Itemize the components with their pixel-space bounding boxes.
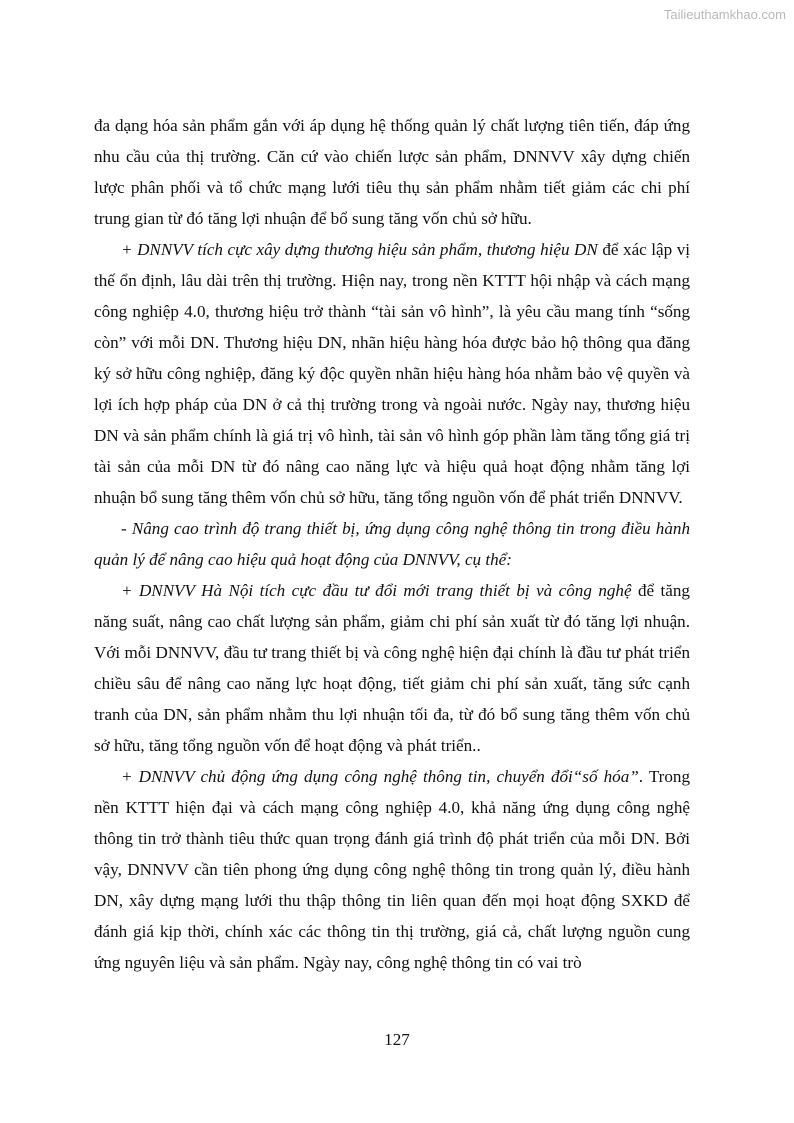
- paragraph-1: đa dạng hóa sản phẩm gắn với áp dụng hệ thống quản lý chất lượng tiên tiến, đáp ứng nhu cầu của thị trường. Căn cứ vào chiến lược sản phẩm, DNNVV xây dựng chiến lược phân phối và tổ chức mạng lưới tiêu thụ sản phẩm nhằm tiết giảm các chi phí trung gian từ đó tăng lợi nhuận để bổ sung tăng vốn chủ sở hữu.: [94, 116, 690, 228]
- paragraph-technology-heading: - Nâng cao trình độ trang thiết bị, ứng dụng công nghệ thông tin trong điều hành quản lý để nâng cao hiệu quả hoạt động của DNNVV, cụ thể:: [94, 519, 690, 569]
- paragraph-equipment: + DNNVV Hà Nội tích cực đầu tư đổi mới trang thiết bị và công nghệ để tăng năng suất, nâng cao chất lượng sản phẩm, giảm chi phí sản xuất từ đó tăng lợi nhuận. Với mỗi DNNVV, đầu tư trang thiết bị và công nghệ hiện đại chính là đầu tư phát triển chiều sâu để nâng cao năng lực hoạt động, tiết giảm chi phí sản xuất, tăng sức cạnh tranh của DN, sản phẩm nhằm thu lợi nhuận tối đa, từ đó bổ sung tăng thêm vốn chủ sở hữu, tăng tổng nguồn vốn để hoạt động và phát triển..: [94, 581, 690, 755]
- page-number: 127: [384, 1030, 410, 1049]
- paragraph-digital-heading: + DNNVV chủ động ứng dụng công nghệ thông tin, chuyển đổi“số hóa”: [121, 767, 639, 786]
- paragraph-brand: + DNNVV tích cực xây dựng thương hiệu sản phẩm, thương hiệu DN để xác lập vị thế ổn định, lâu dài trên thị trường. Hiện nay, trong nền KTTT hội nhập và cách mạng công nghiệp 4.0, thương hiệu trở thành “tài sản vô hình”, là yêu cầu mang tính “sống còn” với mỗi DN. Thương hiệu DN, nhãn hiệu hàng hóa được bảo hộ thông qua đăng ký sở hữu công nghiệp, đăng ký độc quyền nhãn hiệu hàng hóa nhằm bảo vệ quyền và lợi ích hợp pháp của DN ở cả thị trường trong và ngoài nước. Ngày nay, thương hiệu DN và sản phẩm chính là giá trị vô hình, tài sản vô hình góp phần làm tăng tổng giá trị tài sản của mỗi DN từ đó nâng cao năng lực và hiệu quả hoạt động nhằm tăng lợi nhuận bổ sung tăng thêm vốn chủ sở hữu, tăng tổng nguồn vốn để phát triển DNNVV.: [94, 240, 690, 507]
- paragraph-digital: + DNNVV chủ động ứng dụng công nghệ thông tin, chuyển đổi“số hóa”. Trong nền KTTT hiện đại và cách mạng công nghiệp 4.0, khả năng ứng dụng công nghệ thông tin trở thành tiêu thức quan trọng đánh giá trình độ phát triển của mỗi DN. Bởi vậy, DNNVV cần tiên phong ứng dụng công nghệ thông tin trong quản lý, điều hành DN, xây dựng mạng lưới thu thập thông tin liên quan đến mọi hoạt động SXKD để đánh giá kịp thời, chính xác các thông tin thị trường, giá cả, chất lượng nguồn cung ứng nguyên liệu và sản phẩm. Ngày nay, công nghệ thông tin có vai trò: [94, 767, 690, 972]
- paragraph-brand-heading: + DNNVV tích cực xây dựng thương hiệu sản phẩm, thương hiệu DN: [121, 240, 598, 259]
- paragraph-equipment-heading: + DNNVV Hà Nội tích cực đầu tư đổi mới trang thiết bị và công nghệ: [121, 581, 632, 600]
- watermark: Tailieuthamkhao.com: [663, 7, 786, 22]
- page-body: [94, 110, 690, 978]
